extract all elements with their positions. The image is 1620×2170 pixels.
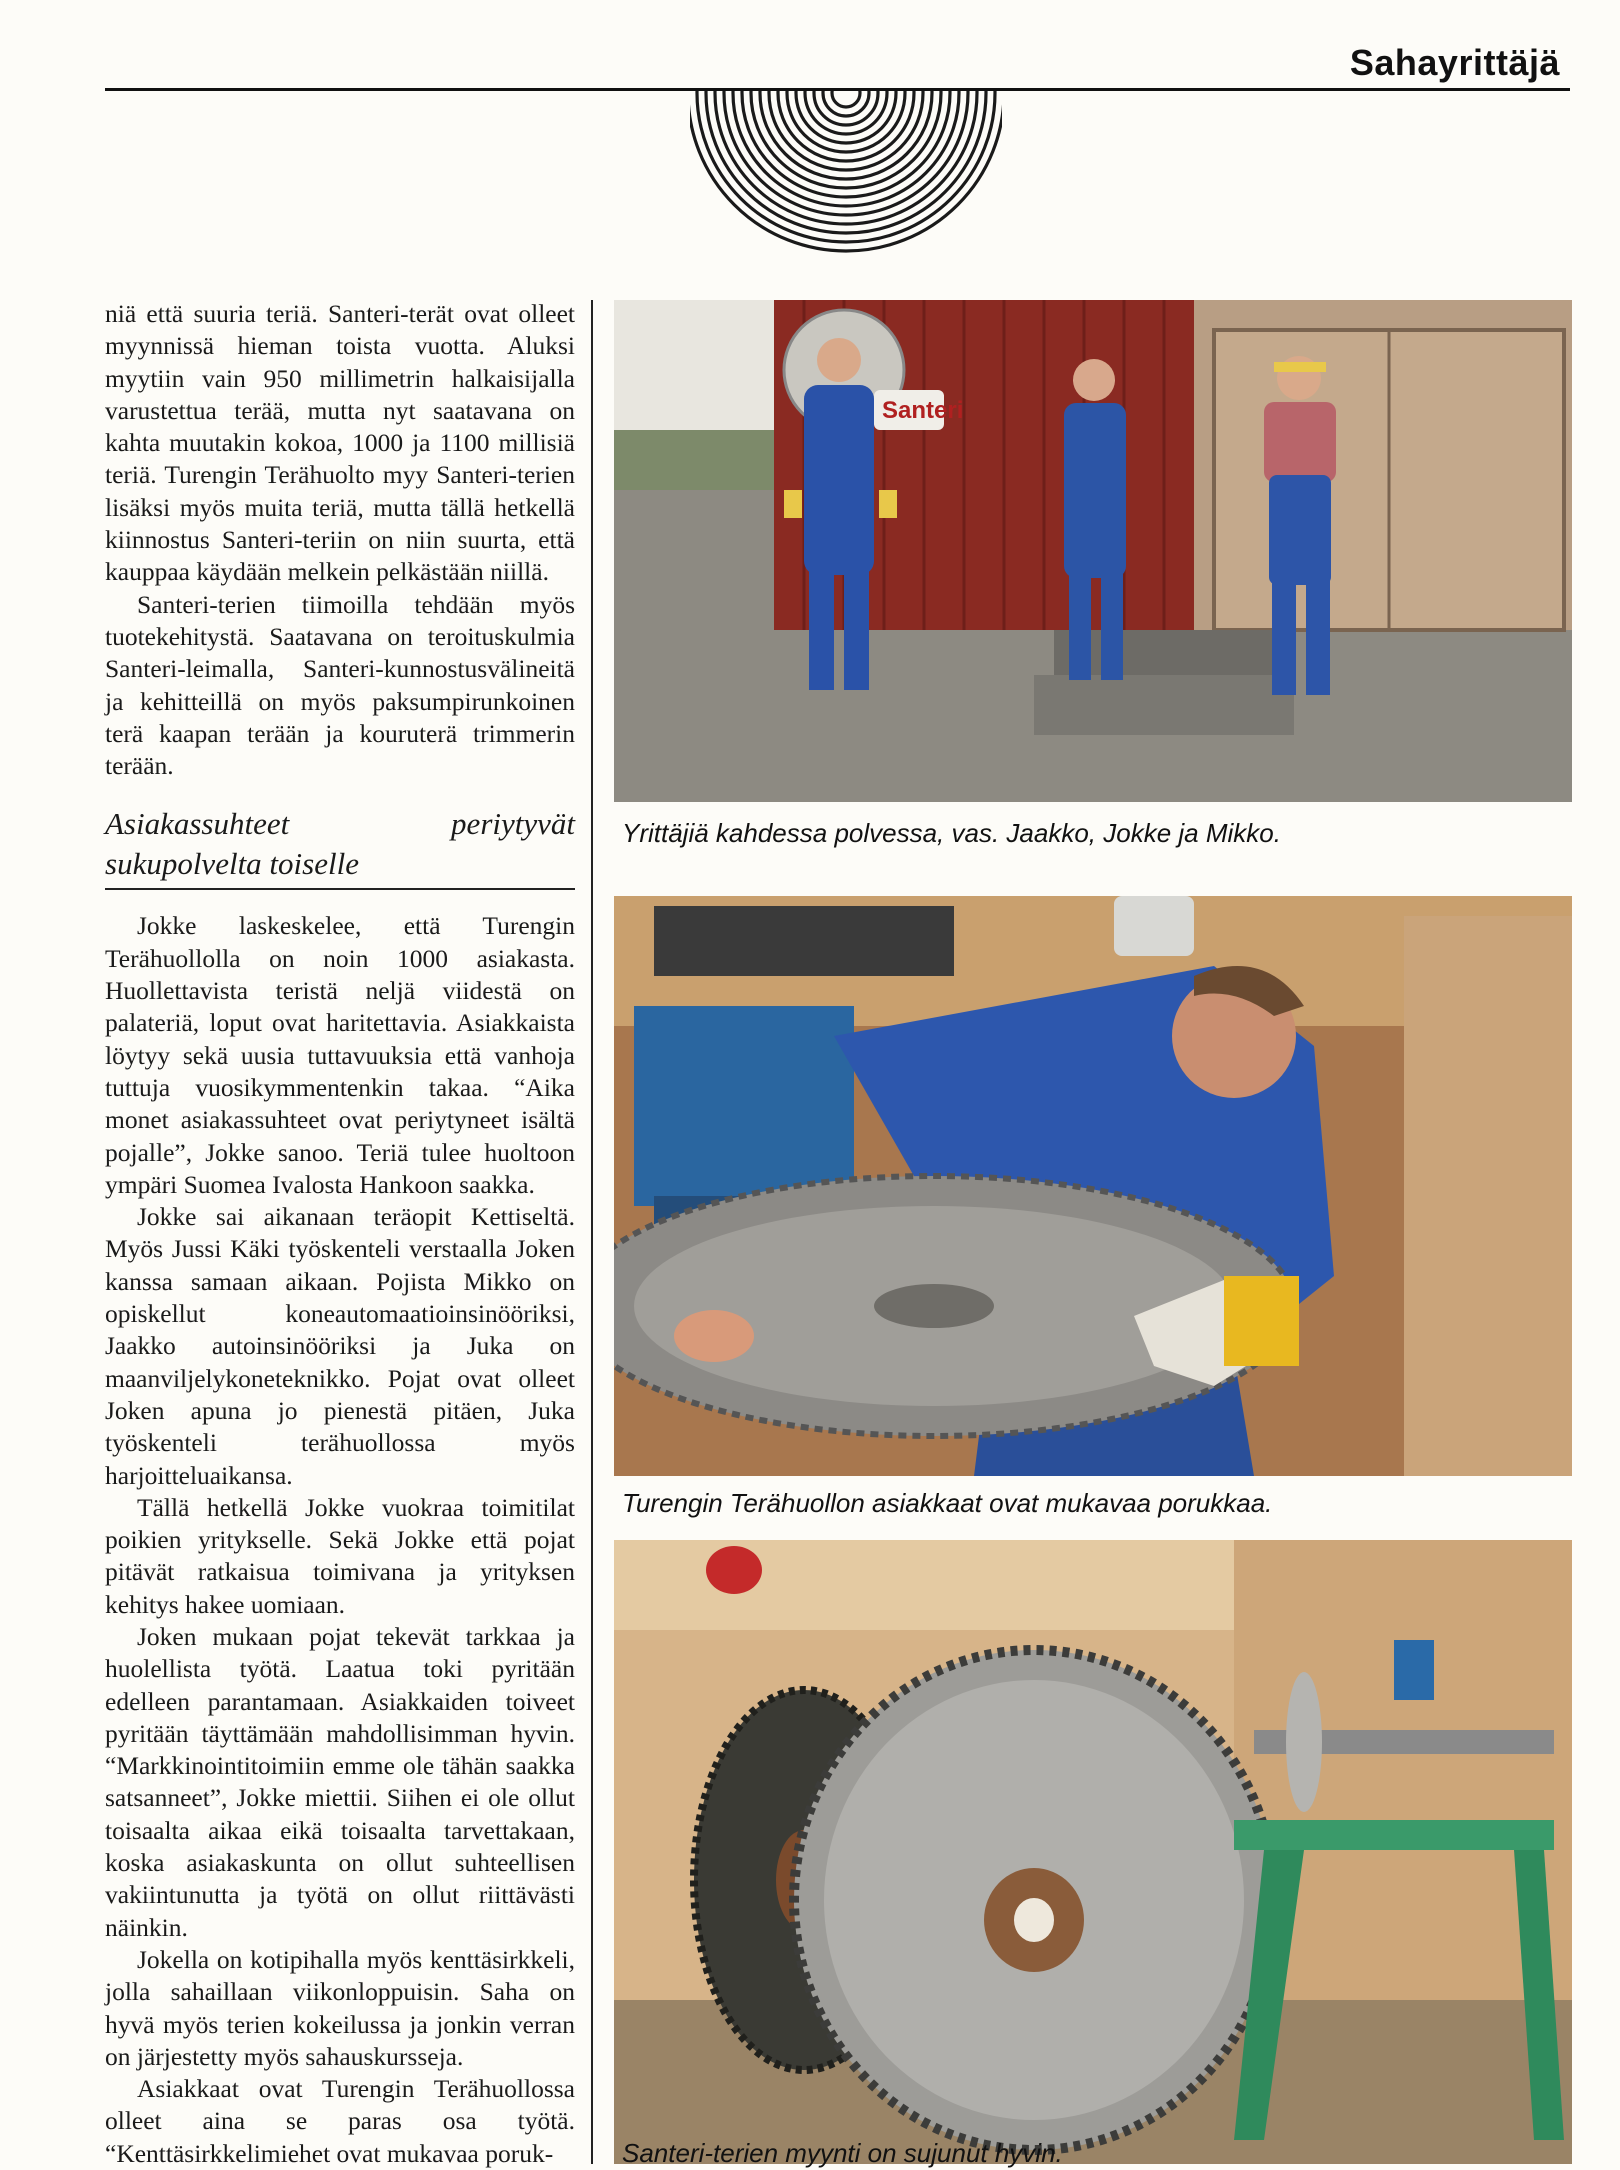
photo-caption: Santeri-terien myynti on sujunut hyvin. bbox=[622, 2138, 1063, 2168]
photo-caption: Yrittäjiä kahdessa polvessa, vas. Jaakko, Jokke ja Mikko. bbox=[622, 818, 1281, 848]
column-divider bbox=[591, 300, 593, 2164]
article-paragraph: Asiakkaat ovat Turengin Terähuollossa olleet aina se paras osa työtä. “Kenttäsirkkelimiehet ovat mukavaa poruk- bbox=[105, 2074, 575, 2168]
article-paragraph: Jokke sai aikanaan teräopit Kettiseltä. Myös Jussi Käki työskenteli verstaalla Joken kanssa samaan aikaan. Pojista Mikko on opiskellut koneautomaatioinsinööriksi, Jaakko autoinsinööriksi ja Juka on maanviljelykoneteknikko. Pojat ovat olleet Joken apuna jo pienestä pitäen, Juka työskenteli terähuollossa myös harjoitteluaikansa. bbox=[105, 1202, 575, 1490]
article-text-column bbox=[105, 298, 575, 2170]
sawblade-rings-logo bbox=[690, 91, 1002, 255]
photo-entrepreneurs bbox=[614, 300, 1572, 802]
logo-ring bbox=[823, 91, 869, 116]
sign-text: Santeri bbox=[882, 397, 964, 424]
photo-caption: Turengin Terähuollon asiakkaat ovat mukavaa porukkaa. bbox=[622, 1488, 1273, 1518]
article-paragraph: niä että suuria teriä. Santeri-terät ovat olleet myynnissä hieman toista vuotta. Aluksi myytiin vain 950 millimetrin halkaisijalla varustettua terää, mutta nyt saatavana on kahta muutakin kokoa, 1000 ja 1100 millisiä teriä. Turengin Terähuolto myy Santeri-terien lisäksi myös muita teriä, mutta tällä hetkellä kiinnostus Santeri-teriin on niin suurta, että kauppaa käydään melkein pelkästään niillä. bbox=[105, 299, 575, 587]
photo-blade-work bbox=[614, 896, 1572, 1476]
logo-ring bbox=[697, 91, 995, 242]
photo-saw-blades bbox=[614, 1540, 1572, 2164]
article-paragraph: Tällä hetkellä Jokke vuokraa toimitilat poikien yritykselle. Sekä Jokke että pojat pitävät ratkaisua toimivana ja yrityksen kehitys hakee uomiaan. bbox=[105, 1492, 575, 1619]
article-subheading: Asiakassuhteet periytyvät sukupolvelta toiselle bbox=[105, 804, 575, 890]
section-title: Sahayrittäjä bbox=[1349, 42, 1560, 83]
logo-ring bbox=[805, 91, 887, 134]
article-paragraph: Jokke laskeskelee, että Turengin Terähuollolla on noin 1000 asiakasta. Huollettavista teristä neljä viidestä on palateriä, loput ovat haritettavia. Asiakkaista löytyy sekä uusia tuttavuuksia että vanhoja tuttuja vuosikymmentenkin takaa. “Aika monet asiakassuhteet ovat periytyneet isältä pojalle”, Jokke sanoo. Teriä tulee huoltoon ympäri Suomea Ivalosta Hankoon saakka. bbox=[105, 911, 575, 1199]
article-paragraph: Jokella on kotipihalla myös kenttäsirkkeli, jolla sahaillaan viikonloppuisin. Saha on hyvä myös terien kokeilussa ja jonkin verran on järjestetty myös sahauskursseja. bbox=[105, 1944, 575, 2071]
logo-ring bbox=[832, 91, 860, 107]
article-paragraph: Joken mukaan pojat tekevät tarkkaa ja huolellista työtä. Laatua toki pyritään edelleen parantamaan. Asiakkaiden toiveet pyritään täyttämään mahdollisimman hyvin. “Markkinointitoimiin emme ole tähän saakka satsanneet”, Jokke miettii. Siihen ei ole ollut toisaalta aikaa eikä toisaalta tarvettakaan, koska asiakaskunta on ollut suhteellisen vakiintunutta ja työtä on ollut riittävästi näinkin. bbox=[105, 1621, 575, 1942]
article-paragraph: Santeri-terien tiimoilla tehdään myös tuotekehitystä. Saatavana on teroituskulmia Santeri-leimalla, Santeri-kunnostusvälineitä ja kehitteillä on myös paksumpirunkoinen terä kaapan terään ja kouruterä trimmerin terään. bbox=[105, 589, 575, 781]
